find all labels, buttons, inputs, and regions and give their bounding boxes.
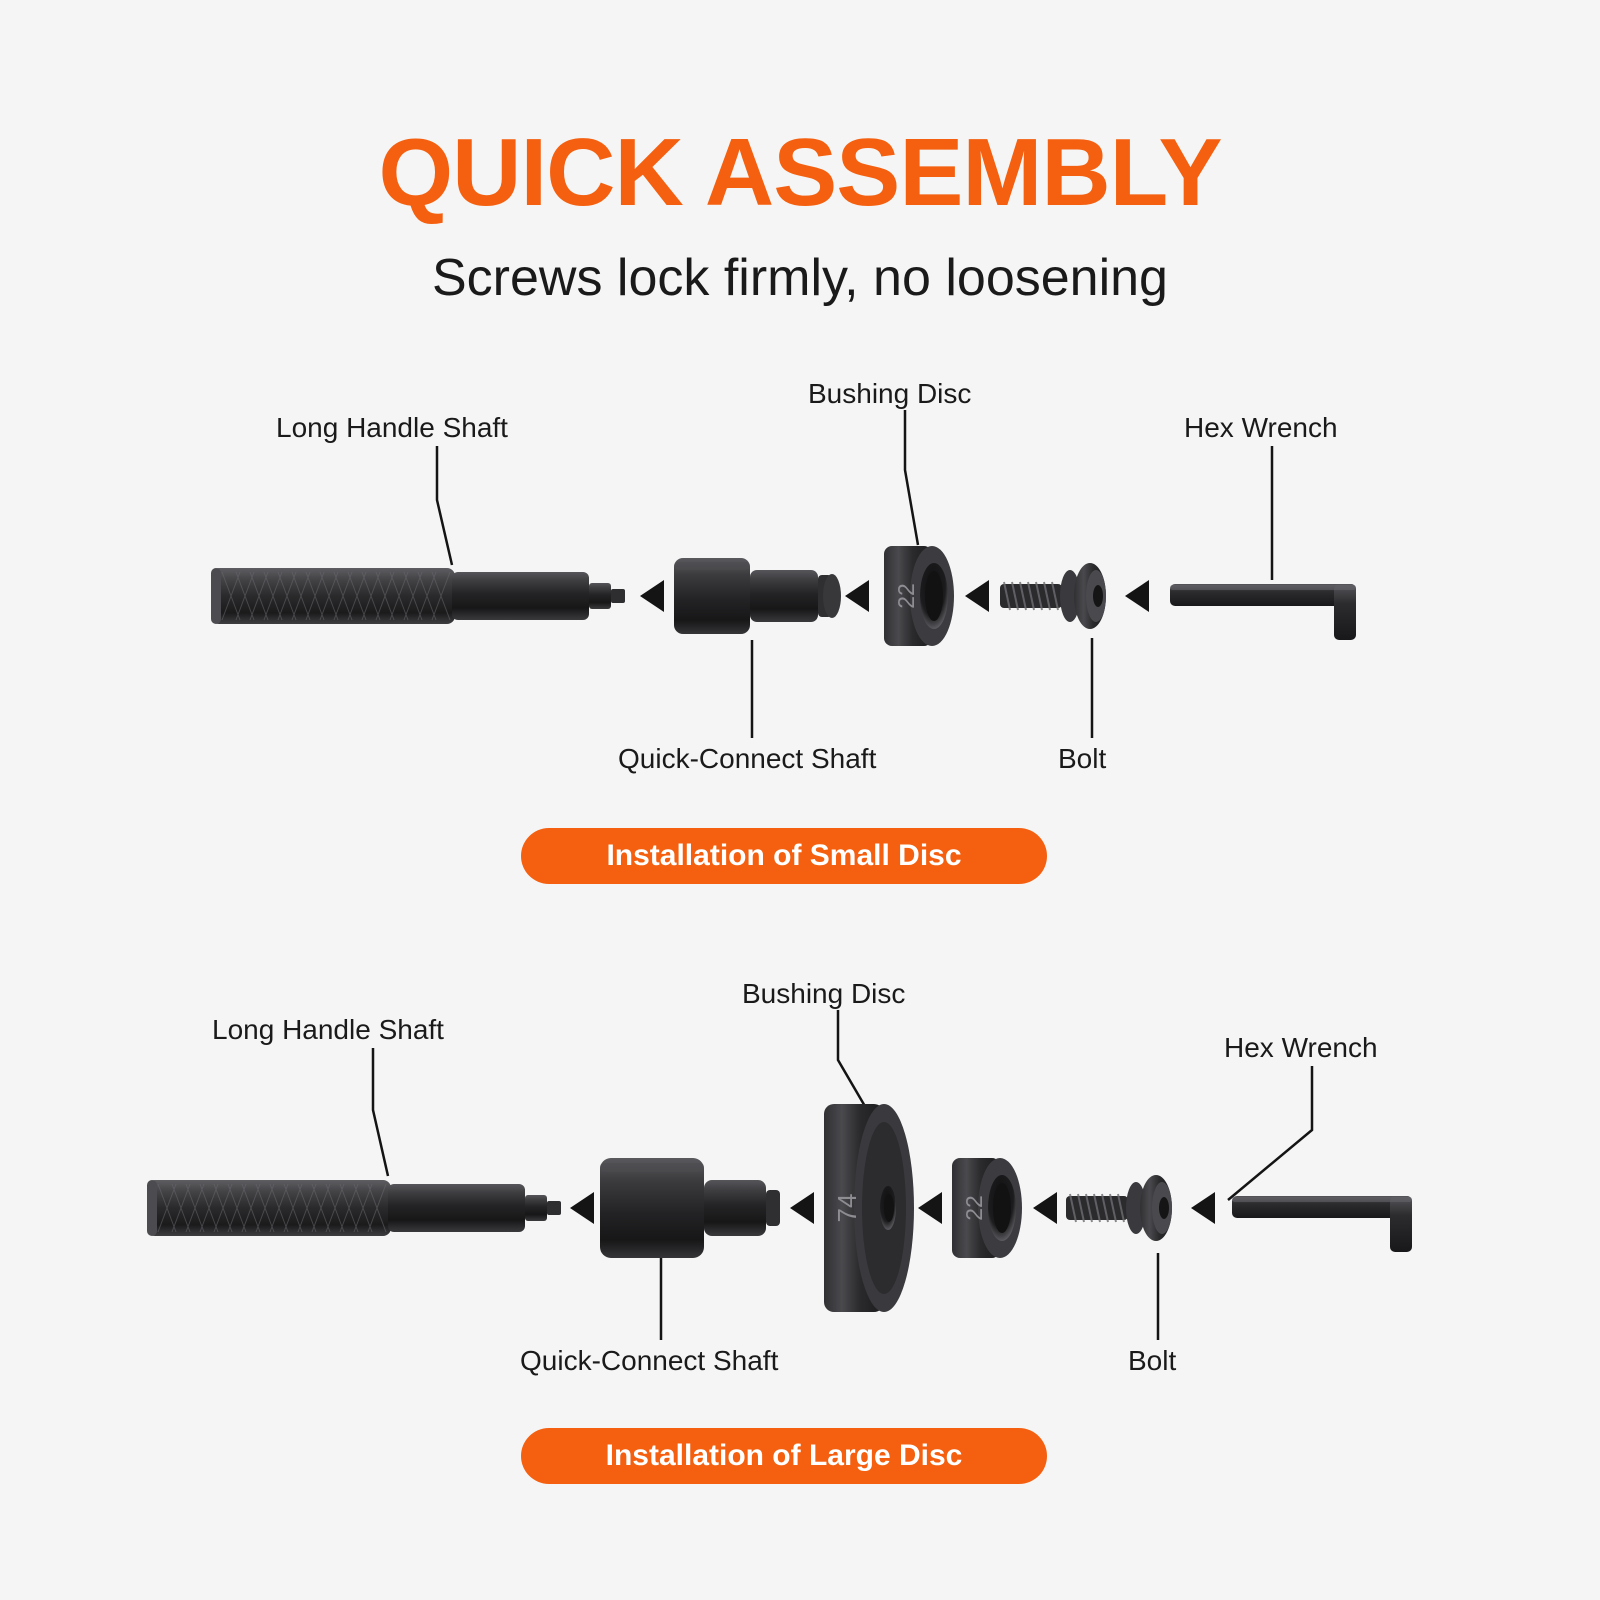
label-quick-connect-shaft-1: Quick-Connect Shaft — [618, 743, 877, 774]
pill-installation-small-disc[interactable]: Installation of Small Disc — [521, 828, 1047, 884]
label-bolt-1: Bolt — [1058, 743, 1107, 774]
part-long-handle-shaft-1 — [211, 568, 625, 624]
arrow-1-3 — [965, 580, 989, 612]
part-bushing-disc-large-2 — [824, 1104, 914, 1312]
part-quick-connect-shaft-1 — [674, 558, 841, 634]
arrow-2-3 — [918, 1192, 942, 1224]
part-quick-connect-shaft-2 — [600, 1158, 780, 1258]
arrow-1-1 — [640, 580, 664, 612]
page-title: QUICK ASSEMBLY — [378, 119, 1222, 226]
arrow-2-5 — [1191, 1192, 1215, 1224]
part-bushing-disc-small-2 — [952, 1158, 1022, 1258]
label-long-handle-shaft-1: Long Handle Shaft — [276, 412, 508, 443]
part-hex-wrench-1 — [1170, 584, 1356, 640]
arrow-1-4 — [1125, 580, 1149, 612]
label-bushing-disc-2: Bushing Disc — [742, 978, 906, 1009]
page-subtitle: Screws lock firmly, no loosening — [432, 249, 1168, 307]
disc-marking-22-section-1: 22 — [893, 583, 920, 609]
label-quick-connect-shaft-2: Quick-Connect Shaft — [520, 1345, 779, 1376]
arrow-1-2 — [845, 580, 869, 612]
arrow-2-2 — [790, 1192, 814, 1224]
part-long-handle-shaft-2 — [147, 1180, 561, 1236]
disc-marking-74-section-2: 74 — [831, 1193, 862, 1223]
part-bolt-1 — [1000, 563, 1106, 629]
label-bushing-disc-1: Bushing Disc — [808, 378, 972, 409]
part-bushing-disc-1 — [884, 546, 954, 646]
label-bolt-2: Bolt — [1128, 1345, 1177, 1376]
part-hex-wrench-2 — [1232, 1196, 1412, 1252]
pill-installation-large-disc[interactable]: Installation of Large Disc — [521, 1428, 1047, 1484]
part-bolt-2 — [1066, 1175, 1172, 1241]
arrow-2-4 — [1033, 1192, 1057, 1224]
disc-marking-22-section-2: 22 — [961, 1195, 988, 1221]
label-hex-wrench-1: Hex Wrench — [1184, 412, 1338, 443]
label-long-handle-shaft-2: Long Handle Shaft — [212, 1014, 444, 1045]
arrow-2-1 — [570, 1192, 594, 1224]
label-hex-wrench-2: Hex Wrench — [1224, 1032, 1378, 1063]
